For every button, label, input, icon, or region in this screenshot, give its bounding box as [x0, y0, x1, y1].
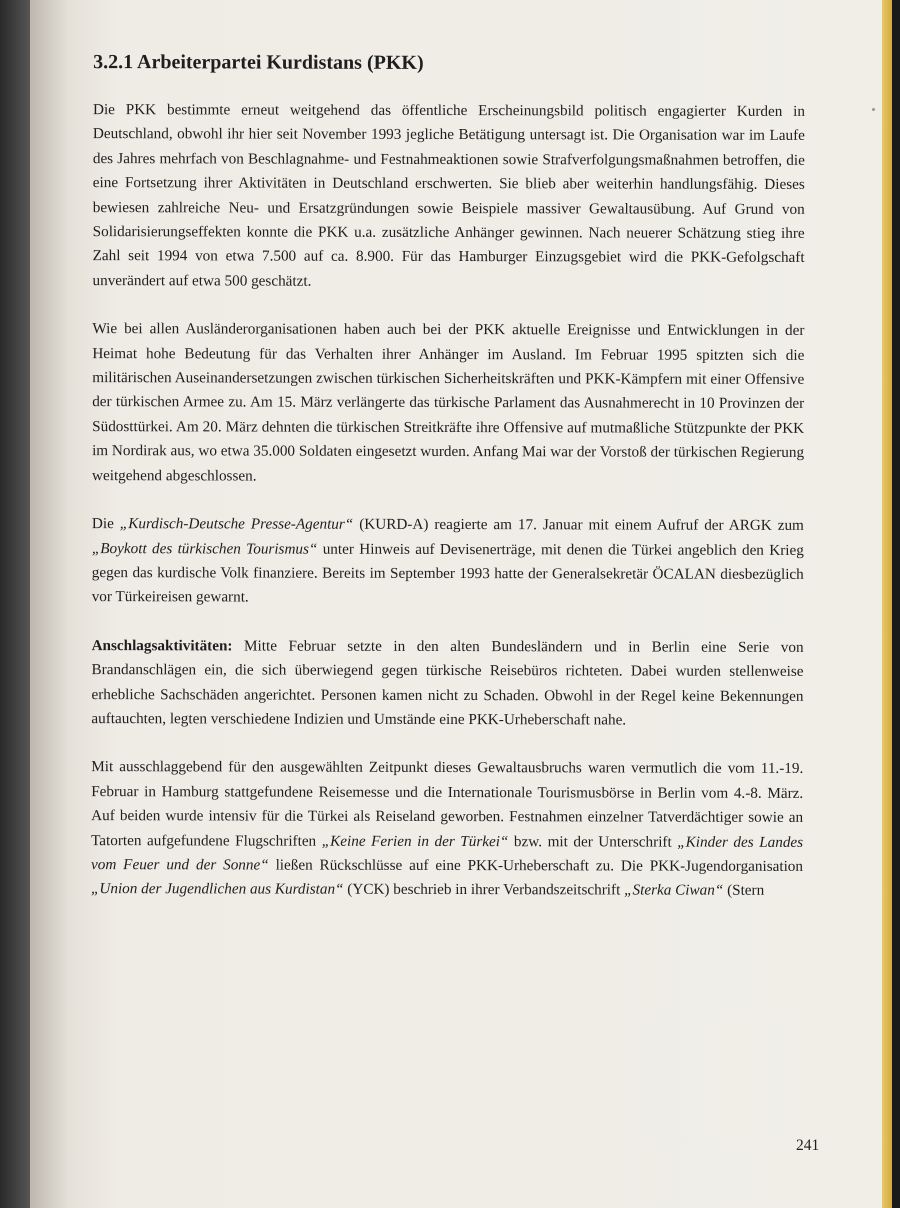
text-span: Die	[91, 515, 120, 533]
italic-title: „Kurdisch-Deutsche Presse-Agentur“	[119, 515, 354, 533]
paragraph-3	[92, 512, 804, 611]
bold-label: Anschlagsaktivitäten:	[91, 636, 233, 655]
text-span: (YCK) beschrieb in ihrer Verbandszeitschrift	[343, 881, 625, 899]
paragraph-1: Die PKK bestimmte erneut weitgehend das öffentliche Erscheinungsbild politisch engagierter Kurden in Deutschland, obwohl ihr hier seit November 1993 jegliche Betätigung untersagt ist. Die Organisation war im Laufe des Jahres mehrfach von Beschlagnahme- und Festnahmeaktionen sowie Strafverfolgungsmaßnahmen betroffen, die eine Fortsetzung ihrer Aktivitäten in Deutschland erschwerten. Sie blieb aber weiterhin handlungsfähig. Dieses bewiesen zahlreiche Neu- und Ersatzgründungen sowie Beispiele massiver Gewaltausübung. Auf Grund von Solidarisierungseffekten konnte die PKK u.a. zusätzliche Anhänger gewinnen. Nach neuerer Schätzung stieg ihre Zahl seit 1994 von etwa 7.500 auf ca. 8.900. Für das Hamburger Einzugsgebiet wird die PKK-Gefolgschaft unverändert auf etwa 500 geschätzt.	[92, 101, 806, 290]
page-edge	[882, 0, 892, 1208]
paragraph-2: Wie bei allen Ausländerorganisationen haben auch bei der PKK aktuelle Ereignisse und Entwicklungen in der Heimat hohe Bedeutung für das Verhalten ihrer Anhänger im Ausland. Im Februar 1995 spitzten sich die militärischen Auseinandersetzungen zwischen türkischen Sicherheitskräften und PKK-Kämpfern mit einer Offensive der türkischen Armee zu. Am 15. März verlängerte das türkische Parlament das Ausnahmerecht in 10 Provinzen der Südosttürkei. Am 20. März dehnten die türkischen Streitkräfte ihre Offensive auf mutmaßliche Stützpunkte der PKK im Nordirak aus, wo etwa 35.000 Soldaten eingesetzt wurden. Anfang Mai war der Vorstoß der türkischen Regierung weitgehend abgeschlossen.	[92, 320, 805, 485]
italic-quote: „Sterka Ciwan“	[624, 881, 724, 900]
page-number: 241	[796, 1137, 820, 1154]
text-span: unter Hinweis auf Devisenerträge, mit denen die Türkei angeblich den Krieg gegen das kurdische Volk finanziere. Bereits im September 1993 hatte der Generalsekretär ÖCALAN diesbezüglich vor Türkeireisen gewarnt.	[91, 540, 804, 606]
paragraph-4	[91, 634, 803, 733]
italic-quote: „Kinder des Landes vom Feuer und der Sonne“	[90, 833, 804, 874]
italic-quote: „Boykott des türkischen Tourismus“	[91, 539, 318, 558]
text-span: Mitte Februar setzte in den alten Bundesländern und in Berlin eine Serie von Brandanschlägen ein, die sich überwiegend gegen türkische Reisebüros richteten. Dabei wurden stellenweise erhebliche Sachschäden angerichtet. Personen kamen nicht zu Schaden. Obwohl in der Regel keine Bekennungen auftauchten, legten verschiedene Indizien und Umstände eine PKK-Urheberschaft nahe.	[91, 637, 804, 729]
book-page	[30, 0, 892, 1208]
speck-mark	[872, 108, 875, 111]
text-span: bzw. mit der Unterschrift	[508, 832, 678, 851]
text-span: (KURD-A) reagierte am 17. Januar mit einem Aufruf der ARGK zum	[353, 515, 804, 535]
page-content	[91, 51, 805, 926]
text-span: ließen Rückschlüsse auf eine PKK-Urheberschaft zu. Die PKK-Jugendorganisation	[268, 856, 804, 875]
italic-quote: „Keine Ferien in der Türkei“	[321, 832, 509, 850]
paragraph-5	[91, 755, 803, 903]
text-span: Mit ausschlaggebend für den ausgewählten Zeitpunkt dieses Gewaltausbruchs waren vermutlich die vom 11.-19. Februar in Hamburg stattgefundene Reisemesse und die Internationale Tourismusbörse in Berlin vom 4.-8. März. Auf beiden wurde intensiv für die Türkei als Reiseland geworben. Festnahmen einzelner Tatverdächtiger sowie an Tatorten aufgefundene Flugschriften	[91, 758, 804, 850]
book-gutter-shadow	[0, 0, 30, 1208]
text-span: (Stern	[723, 882, 765, 900]
section-heading: 3.2.1 Arbeiterpartei Kurdistans (PKK)	[93, 51, 424, 74]
italic-quote: „Union der Jugendlichen aus Kurdistan“	[90, 880, 344, 899]
